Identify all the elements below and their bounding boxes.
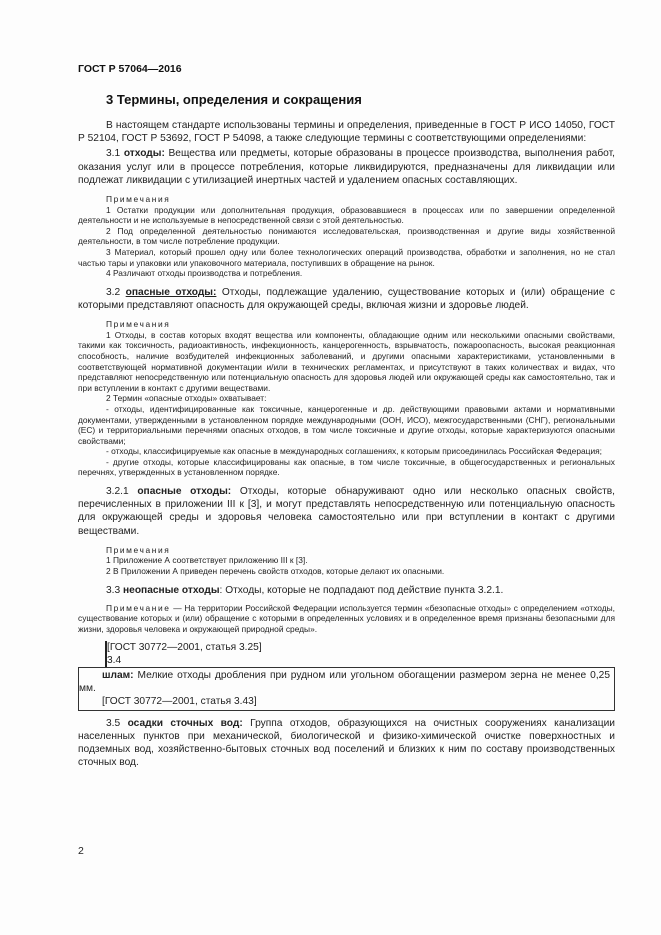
note-item: 3 Материал, который прошел одну или более технологических операций производства, обработки и заполнения, но не стал частью тары и упаковки или упаковочного материала, поступивших в обращение на рынок. <box>78 246 615 268</box>
note-item: 1 Приложение А соответствует приложению III к [3]. <box>106 555 308 566</box>
term-number: 3.3 <box>106 584 121 596</box>
notes-3-2 <box>78 319 615 478</box>
term-number: 3.2.1 <box>106 486 129 498</box>
term-definition: Мелкие отходы дробления при рудном или угольном обогащении размером зерна не менее 0,25 мм. <box>79 670 610 695</box>
term-3-2 <box>78 286 615 312</box>
term-name: опасные отходы: <box>137 486 232 498</box>
standard-header: ГОСТ Р 57064—2016 <box>78 63 182 75</box>
term-number-3-4: 3.4 <box>107 654 122 666</box>
note-item: 1 Отходы, в состав которых входят вещества или компоненты, обладающие одним или несколькими опасными свойствами, такими как токсичность, радиоактивность, инфекционность, канцерогенность, взрывчатость, пожароопасность, высокая реакционная способность, наличие возбудителей инфекционных заболеваний, и другими опасными характеристиками, установленными в соответствующей нормативной документации и/или в технических регламентах, и присутствуют в таких количествах и видах, что представляют непосредственную или потенциальную опасность для здоровья людей или окружающей среды как самостоятельно, так и при вступлении в контакт с другими веществами. <box>78 329 615 393</box>
term-name: неопасные отходы <box>123 584 220 596</box>
note-heading: Примечание <box>106 602 171 613</box>
term-3-4 <box>79 669 610 695</box>
term-3-5 <box>78 717 615 770</box>
term-definition: Отходы, подлежащие удалению, существование которых и (или) обращение с которыми представляют опасность для окружающей среды, включая жизни и здоровье людей. <box>78 286 615 311</box>
note-item: 2 Термин «опасные отходы» охватывает: <box>106 393 267 404</box>
term-3-4-box <box>78 667 615 711</box>
term-name: опасные отходы: <box>125 286 217 298</box>
term-definition: : Отходы, которые не подпадают под действие пункта 3.2.1. <box>219 584 504 596</box>
term-number: 3.2 <box>106 286 121 298</box>
notes-heading: Примечания <box>106 319 171 330</box>
term-number: 3.1 <box>106 148 121 160</box>
section-title: 3 Термины, определения и сокращения <box>106 92 362 107</box>
notes-3-2-1 <box>78 545 615 577</box>
term-definition: Вещества или предметы, которые образованы в процессе производства, выполнения работ, оказания услуг или в процессе потребления, которые ликвидируются, предназначены для ликвидации или подлежат ликвидации с утилизацией инертных частей и удалением опасных составляющих. <box>78 148 615 186</box>
page-number: 2 <box>78 845 84 857</box>
document-body <box>78 92 615 769</box>
term-definition: Отходы, которые обнаруживают одно или несколько опасных свойств, перечисленных в приложении III к [3], и могут представлять непосредственную или потенциальную опасность для окружающей среды и здоровья человека самостоятельно или при вступлении в контакт с другими веществами. <box>78 486 615 537</box>
notes-3-1 <box>78 194 615 279</box>
term-name: шлам: <box>102 670 134 682</box>
note-item: 2 Под определенной деятельностью понимаются исследовательская, производственная и другие виды хозяйственной деятельности, в том числе потребление продукции. <box>78 225 615 247</box>
note-item: - отходы, классифицируемые как опасные в международных соглашениях, к которым присоединилась Российская Федерация; <box>106 446 602 457</box>
reference-bar <box>105 641 615 667</box>
note-item: 2 В Приложении А приведен перечень свойств отходов, которые делают их опасными. <box>106 566 445 577</box>
term-definition: Группа отходов, образующихся на очистных сооружениях канализации населенных пунктов при механической, биологической и физико-химической очистке поверхностных и подземных вод, хозяйственно-бытовых сточных вод поселений и близких к ним по составу производственных сточных вод. <box>78 717 615 769</box>
note-text: — На территории Российской Федерации используется термин «безопасные отходы» с определением «отходы, существование которых и (или) обращение с которыми в определенных условиях и в определенное время признаны безопасными для жизни, здоровья человека и окружающей природной среды». <box>78 602 615 635</box>
term-3-3 <box>78 584 615 597</box>
note-item: 4 Различают отходы производства и потребления. <box>106 268 303 279</box>
reference-3-3: [ГОСТ 30772—2001, статья 3.25] <box>107 641 262 653</box>
note-item: - отходы, идентифицированные как токсичные, канцерогенные и др. действующими правовыми актами и нормативными документами, утвержденными в установленном порядке международными (ООН, ИСО), межгосударственными (СНГ), региональными (ЕС) и территориальными перечнями опасных отходов, в том числе токсичные и другие отходы, которые характеризуются опасными свойствами; <box>78 403 615 446</box>
term-number: 3.5 <box>106 717 121 729</box>
term-name: отходы: <box>123 148 165 160</box>
note-item: - другие отходы, которые классифицированы как опасные, в том числе токсичные, в общегосударственных и региональных перечнях, утвержденных в установленном порядке. <box>78 456 615 478</box>
notes-heading: Примечания <box>106 194 171 205</box>
term-name: осадки сточных вод: <box>127 717 243 729</box>
term-3-2-1 <box>78 485 615 538</box>
reference-3-4: [ГОСТ 30772—2001, статья 3.43] <box>102 696 257 708</box>
term-3-1 <box>78 147 615 187</box>
notes-heading: Примечания <box>106 544 171 555</box>
note-3-3 <box>78 603 615 635</box>
intro-paragraph: В настоящем стандарте использованы термины и определения, приведенные в ГОСТ Р ИСО 14050, ГОСТ Р 52104, ГОСТ Р 53692, ГОСТ Р 54098, а также следующие термины с соответствующими определениями: <box>78 120 615 145</box>
note-item: 1 Остатки продукции или дополнительная продукция, образовавшиеся в процессах или по завершении определенной деятельности и не используемые в непосредственной связи с этой деятельностью. <box>78 204 615 226</box>
